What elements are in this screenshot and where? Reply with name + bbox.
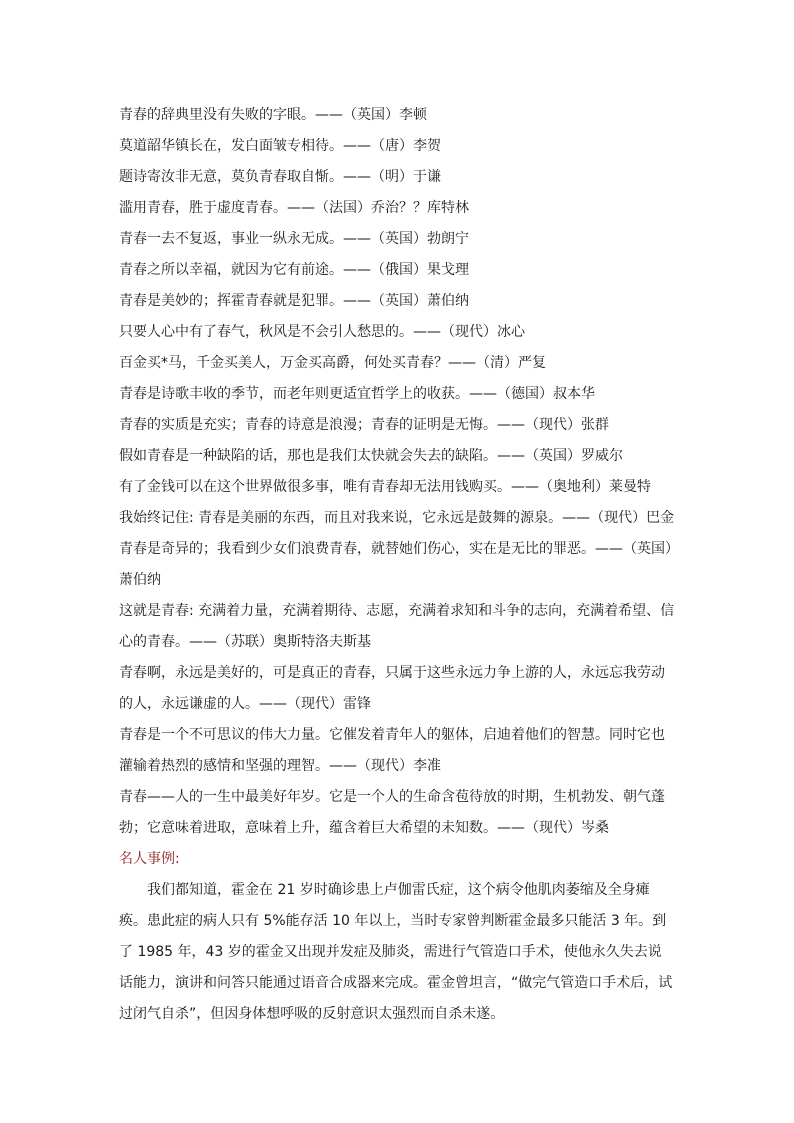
body-paragraph: 我们都知道，霍金在 21 岁时确诊患上卢伽雷氏症，这个病令他肌肉萎缩及全身瘫痪。患此症的病人只有 5%能存活 10 年以上，当时专家曾判断霍金最多只能活 3 年。到了 1985 年，43 岁的霍金又出现并发症及肺炎，需进行气管造口手术，使他永久失去说话能力，演讲和问答只能通过语音合成器来完成。霍金曾坦言，“做完气管造口手术后，试过闭气自杀”，但因身体想呼吸的反射意识太强烈而自杀未遂。 [119,882,673,1022]
quote-list [119,100,675,844]
quote-line: 莫道韶华镇长在，发白面皱专相待。——（唐）李贺 [119,138,441,154]
quote-line: 青春是奇异的；我看到少女们浪费青春，就替她们伤心，实在是无比的罪恶。——（英国）萧伯纳 [119,541,672,588]
quote-line: 青春是美妙的；挥霍青春就是犯罪。——（英国）萧伯纳 [119,293,469,309]
quote-line: 只要人心中有了春气，秋风是不会引人愁思的。——（现代）冰心 [119,324,525,340]
quote-line: 青春之所以幸福，就因为它有前途。——（俄国）果戈理 [119,262,469,278]
quote-line: 这就是青春: 充满着力量，充满着期待、志愿，充满着求知和斗争的志向，充满着希望、信心的青春。——（苏联）奥斯特洛夫斯基 [119,603,675,650]
quote-line: 有了金钱可以在这个世界做很多事，唯有青春却无法用钱购买。——（奥地利）莱曼特 [119,479,651,495]
document-body [119,100,675,1030]
quote-line: 青春是诗歌丰收的季节，而老年则更适宜哲学上的收获。——（德国）叔本华 [119,386,595,402]
quote-line: 假如青春是一种缺陷的话，那也是我们太快就会失去的缺陷。——（英国）罗威尔 [119,448,623,464]
section-title: 名人事例: [119,851,180,867]
quote-line: 青春一去不复返，事业一纵永无成。——（英国）勃朗宁 [119,231,469,247]
quote-line: 青春的实质是充实；青春的诗意是浪漫；青春的证明是无悔。——（现代）张群 [119,417,609,433]
quote-line: 我始终记住: 青春是美丽的东西，而且对我来说，它永远是鼓舞的源泉。——（现代）巴金 [119,510,675,526]
quote-line: 百金买*马，千金买美人，万金买高爵，何处买青春？——（清）严复 [119,355,546,371]
quote-line: 滥用青春，胜于虚度青春。——（法国）乔治？？库特林 [119,200,469,216]
quote-line: 题诗寄汝非无意，莫负青春取自惭。——（明）于谦 [119,169,441,185]
quote-line: 青春的辞典里没有失败的字眼。——（英国）李顿 [119,107,427,123]
quote-line: 青春——人的一生中最美好年岁。它是一个人的生命含苞待放的时期，生机勃发、朝气蓬勃；它意味着进取，意味着上升，蕴含着巨大希望的未知数。——（现代）岑桑 [119,789,665,836]
quote-line: 青春啊，永远是美好的，可是真正的青春，只属于这些永远力争上游的人，永远忘我劳动的人，永远谦虚的人。——（现代）雷锋 [119,665,665,712]
quote-line: 青春是一个不可思议的伟大力量。它催发着青年人的躯体，启迪着他们的智慧。同时它也灌输着热烈的感情和坚强的理智。——（现代）李准 [119,727,665,774]
